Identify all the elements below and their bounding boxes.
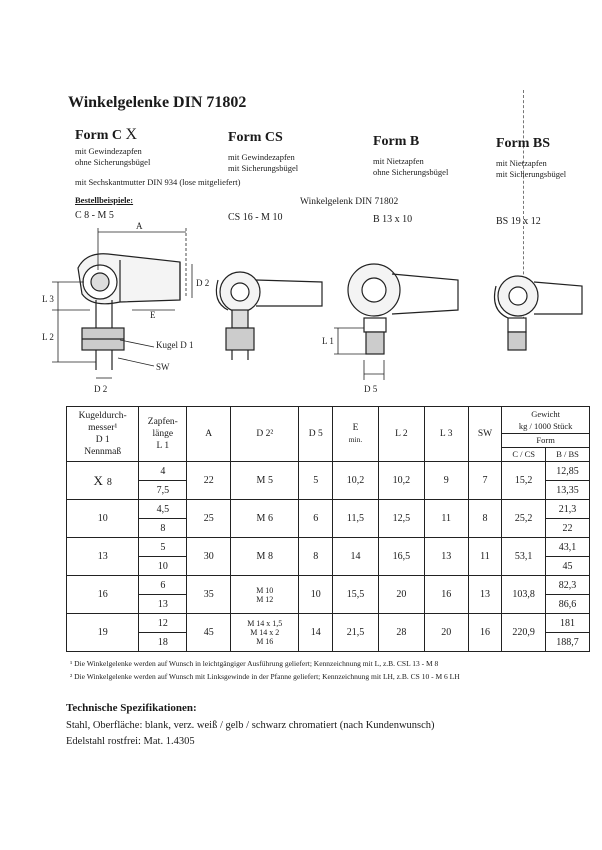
d2-value: M 10: [256, 585, 274, 595]
form-bs-desc2: mit Sicherungsbügel: [496, 169, 567, 179]
label-a: A: [136, 221, 143, 231]
technical-line-1: Stahl, Oberfläche: blank, verz. weiß / gelb / schwarz chromatiert (nach Kundenwunsch): [66, 720, 435, 731]
header-d1: Kugeldurch- messer¹ D 1 Nennmaß: [67, 407, 139, 462]
cell-l1: 7,5: [139, 481, 187, 500]
cell-l1: 6: [139, 576, 187, 595]
cell-l3: 11: [424, 500, 468, 538]
label-sw: SW: [156, 362, 170, 372]
cell-l3: 13: [424, 538, 468, 576]
cell-l3: 16: [424, 576, 468, 614]
cell-l2: 16,5: [378, 538, 424, 576]
spec-table: [66, 406, 590, 652]
order-example-cs: CS 16 - M 10: [228, 212, 283, 223]
cell-d5: 14: [299, 614, 333, 652]
order-norm-text: Winkelgelenk DIN 71802: [300, 197, 399, 207]
cell-e: 21,5: [333, 614, 379, 652]
cell-b-bs: 82,3: [546, 576, 590, 595]
header-b-bs: B / BS: [546, 447, 590, 461]
cell-sw: 13: [468, 576, 502, 614]
d2-value: M 6: [256, 513, 273, 524]
order-example-c: C 8 - M 5: [75, 210, 114, 221]
cell-sw: 7: [468, 462, 502, 500]
header-a: A: [187, 407, 231, 462]
cell-l1: 10: [139, 557, 187, 576]
d2-value: M 14 x 2: [250, 628, 280, 637]
cell-d1: [67, 538, 139, 576]
cell-a: 35: [187, 576, 231, 614]
d1-value: 8: [106, 476, 112, 488]
cell-l3: 9: [424, 462, 468, 500]
cell-b-bs: 21,3: [546, 500, 590, 519]
cell-c-cs: 220,9: [502, 614, 546, 652]
cell-l2: 10,2: [378, 462, 424, 500]
page-title: Winkelgelenke DIN 71802: [68, 94, 247, 111]
cell-l1: 12: [139, 614, 187, 633]
cell-a: 30: [187, 538, 231, 576]
cell-e: 14: [333, 538, 379, 576]
cell-d2: [231, 614, 299, 652]
cell-l1: 18: [139, 633, 187, 652]
form-b-desc1: mit Nietzapfen: [373, 156, 424, 166]
header-d5: D 5: [299, 407, 333, 462]
cell-d1: [67, 500, 139, 538]
technical-line-2: Edelstahl rostfrei: Mat. 1.4305: [66, 736, 195, 747]
header-c-cs: C / CS: [502, 447, 546, 461]
label-l1: L 1: [322, 336, 334, 346]
cell-c-cs: 103,8: [502, 576, 546, 614]
table-header-row: [67, 407, 590, 434]
cell-b-bs: 22: [546, 519, 590, 538]
d1-value: 13: [97, 551, 108, 562]
table-row: [67, 500, 590, 519]
form-bs-heading: Form BS: [496, 136, 551, 151]
order-examples-label: Bestellbeispiele:: [75, 195, 134, 205]
cell-e: 10,2: [333, 462, 379, 500]
d1-mark: X: [93, 472, 103, 488]
cell-a: 25: [187, 500, 231, 538]
cell-d1: [67, 462, 139, 500]
cell-d5: 8: [299, 538, 333, 576]
header-d2: D 2²: [231, 407, 299, 462]
d2-value: M 5: [256, 475, 273, 486]
cell-b-bs: 43,1: [546, 538, 590, 557]
technical-drawing: [0, 210, 602, 400]
cell-l1: 4: [139, 462, 187, 481]
cell-b-bs: 45: [546, 557, 590, 576]
label-l2: L 2: [42, 332, 54, 342]
form-cs-drawing: [216, 272, 322, 360]
footnote-1: ¹ Die Winkelgelenke werden auf Wunsch in leichtgängiger Ausführung geliefert; Kennzeichnung mit L, z.B. CSL 13 - M 8: [70, 659, 439, 668]
cell-d2: [231, 538, 299, 576]
header-l3: L 3: [424, 407, 468, 462]
form-bs-drawing: [495, 276, 583, 350]
form-cs-desc1: mit Gewindezapfen: [228, 152, 295, 162]
cell-e: 15,5: [333, 576, 379, 614]
form-c-desc3: mit Sechskantmutter DIN 934 (lose mitgeliefert): [75, 177, 241, 187]
label-d5: D 5: [364, 384, 378, 394]
cell-l1: 4,5: [139, 500, 187, 519]
form-c-mark: X: [125, 126, 138, 143]
header-sw: SW: [468, 407, 502, 462]
form-c-drawing: [52, 228, 192, 378]
d1-value: 19: [97, 627, 108, 638]
label-d2: D 2: [196, 278, 210, 288]
cell-c-cs: 15,2: [502, 462, 546, 500]
cell-d5: 6: [299, 500, 333, 538]
cell-b-bs: 86,6: [546, 595, 590, 614]
table-row: [67, 576, 590, 595]
cell-l1: 8: [139, 519, 187, 538]
cell-d5: 10: [299, 576, 333, 614]
cell-b-bs: 188,7: [546, 633, 590, 652]
cell-b-bs: 181: [546, 614, 590, 633]
cell-l3: 20: [424, 614, 468, 652]
form-c-desc1: mit Gewindezapfen: [75, 146, 142, 156]
order-example-bs: BS 19 x 12: [496, 216, 541, 227]
cell-sw: 11: [468, 538, 502, 576]
label-d2-bottom: D 2: [94, 384, 108, 394]
cell-l2: 20: [378, 576, 424, 614]
table-row: [67, 538, 590, 557]
d2-value: M 8: [256, 551, 273, 562]
header-e: E min.: [333, 407, 379, 462]
cell-d1: [67, 576, 139, 614]
form-cs-desc2: mit Sicherungsbügel: [228, 163, 299, 173]
cell-d1: [67, 614, 139, 652]
form-c-desc2: ohne Sicherungsbügel: [75, 157, 151, 167]
form-bs-desc1: mit Nietzapfen: [496, 158, 547, 168]
cell-sw: 8: [468, 500, 502, 538]
cell-l1: 5: [139, 538, 187, 557]
cell-e: 11,5: [333, 500, 379, 538]
label-l3: L 3: [42, 294, 54, 304]
d2-value: M 12: [256, 594, 274, 604]
footnote-2: ² Die Winkelgelenke werden auf Wunsch mit Linksgewinde in der Pfanne geliefert; Kennzeichnung mit LH, z.B. CS 10 - M 6 LH: [70, 672, 460, 681]
header-l2: L 2: [378, 407, 424, 462]
d1-value: 10: [97, 513, 108, 524]
cell-b-bs: 13,35: [546, 481, 590, 500]
header-l1: Zapfen- länge L 1: [139, 407, 187, 462]
form-b-heading: Form B: [373, 134, 420, 149]
d2-value: M 14 x 1,5: [247, 619, 283, 628]
cell-a: 45: [187, 614, 231, 652]
table-row: [67, 462, 590, 481]
header-weight: Gewicht kg / 1000 Stück: [502, 407, 590, 434]
technical-heading: Technische Spezifikationen:: [66, 702, 197, 714]
cell-l2: 28: [378, 614, 424, 652]
form-b-desc2: ohne Sicherungsbügel: [373, 167, 449, 177]
form-cs-heading: Form CS: [228, 130, 283, 145]
cell-c-cs: 25,2: [502, 500, 546, 538]
order-example-b: B 13 x 10: [373, 214, 413, 225]
cell-sw: 16: [468, 614, 502, 652]
cell-l2: 12,5: [378, 500, 424, 538]
cell-d5: 5: [299, 462, 333, 500]
cell-l1: 13: [139, 595, 187, 614]
cell-d2: [231, 500, 299, 538]
d1-value: 16: [97, 589, 108, 600]
cell-b-bs: 12,85: [546, 462, 590, 481]
label-e: E: [150, 310, 156, 320]
cell-d2: [231, 462, 299, 500]
form-c-heading: Form C X: [75, 126, 138, 143]
table-row: [67, 614, 590, 633]
cell-c-cs: 53,1: [502, 538, 546, 576]
cell-d2: [231, 576, 299, 614]
cell-a: 22: [187, 462, 231, 500]
d2-value: M 16: [256, 637, 274, 646]
form-b-drawing: [334, 264, 458, 380]
label-kugel: Kugel D 1: [156, 340, 194, 350]
header-form: Form: [502, 433, 590, 447]
